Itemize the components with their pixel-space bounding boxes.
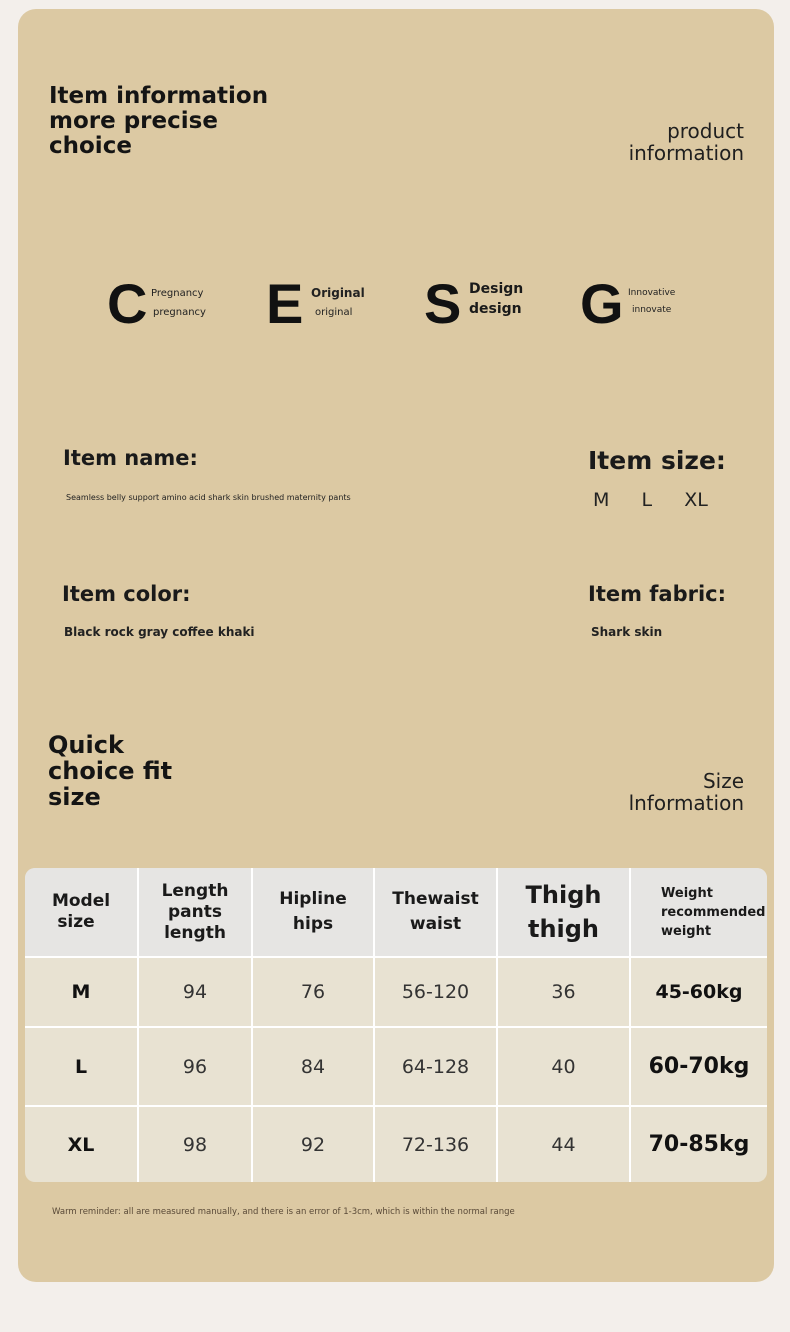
brand-item-c bbox=[107, 272, 227, 335]
header-line: Thewaist bbox=[392, 889, 479, 909]
cell-hips: 84 bbox=[252, 1027, 374, 1106]
header-line: size bbox=[57, 912, 95, 932]
col-header-waist bbox=[374, 868, 497, 957]
subtitle-line: information bbox=[628, 141, 744, 165]
brand-word: design bbox=[469, 301, 522, 317]
header-line: weight bbox=[661, 923, 712, 939]
brand-word: innovate bbox=[632, 305, 672, 315]
header-line: recommended bbox=[661, 904, 766, 920]
cell-length: 98 bbox=[138, 1106, 252, 1182]
title-line: size bbox=[48, 783, 101, 811]
table-header-row bbox=[25, 868, 767, 957]
brand-word: pregnancy bbox=[153, 307, 206, 318]
col-header-hipline bbox=[252, 868, 374, 957]
cell-weight: 45-60kg bbox=[630, 957, 767, 1027]
header-line: pants bbox=[168, 901, 222, 922]
brand-letter: E bbox=[266, 272, 304, 335]
brand-word: Original bbox=[311, 286, 365, 300]
brand-word: original bbox=[315, 307, 353, 318]
brand-item-g bbox=[580, 272, 700, 335]
item-size-values bbox=[593, 489, 708, 511]
cell-size: L bbox=[25, 1027, 138, 1106]
header-line: Length bbox=[161, 880, 229, 901]
item-name-label: Item name: bbox=[63, 446, 198, 470]
section-subtitle-size-info bbox=[629, 770, 744, 814]
size-option: L bbox=[641, 489, 653, 511]
brand-letter: C bbox=[107, 272, 148, 335]
cell-thigh: 36 bbox=[497, 957, 630, 1027]
cell-size: M bbox=[25, 957, 138, 1027]
warm-reminder: Warm reminder: all are measured manually, and there is an error of 1-3cm, which is within the normal range bbox=[52, 1207, 515, 1217]
cell-weight: 70-85kg bbox=[648, 1132, 750, 1157]
section-title-item-info bbox=[49, 84, 268, 159]
header-line: thigh bbox=[527, 915, 600, 943]
title-line: Quick bbox=[48, 731, 124, 759]
title-line: choice fit bbox=[48, 757, 173, 785]
size-table bbox=[25, 868, 767, 1182]
size-option: M bbox=[593, 489, 610, 511]
brand-letter: G bbox=[580, 272, 624, 335]
col-header-model-size bbox=[25, 868, 138, 957]
col-header-weight bbox=[630, 868, 767, 957]
title-line: Item information bbox=[49, 83, 269, 109]
brand-word: Pregnancy bbox=[151, 288, 204, 299]
subtitle-line: Size bbox=[702, 769, 744, 793]
cell-waist: 72-136 bbox=[374, 1106, 497, 1182]
cell-waist: 56-120 bbox=[374, 957, 497, 1027]
brand-item-e bbox=[266, 272, 386, 335]
cell-thigh: 40 bbox=[497, 1027, 630, 1106]
brand-word: Design bbox=[469, 281, 524, 297]
brand-words bbox=[469, 279, 523, 319]
brand-words bbox=[311, 284, 365, 322]
brand-letter: S bbox=[424, 272, 462, 335]
item-fabric-label: Item fabric: bbox=[588, 582, 727, 606]
section-subtitle-product-info bbox=[629, 120, 744, 164]
item-name-value: Seamless belly support amino acid shark skin brushed maternity pants bbox=[66, 493, 351, 502]
header-line: length bbox=[164, 922, 226, 943]
section-title-size bbox=[48, 732, 172, 810]
cell-hips: 92 bbox=[252, 1106, 374, 1182]
header-line: Thigh bbox=[525, 881, 602, 909]
cell-thigh: 44 bbox=[497, 1106, 630, 1182]
title-line: choice bbox=[49, 133, 132, 159]
table-row bbox=[25, 1106, 767, 1182]
subtitle-line: product bbox=[667, 119, 744, 143]
brand-words bbox=[628, 285, 675, 319]
cell-waist: 64-128 bbox=[374, 1027, 497, 1106]
header-line: Model bbox=[51, 891, 111, 911]
item-fabric-value: Shark skin bbox=[591, 625, 663, 639]
cell-weight: 60-70kg bbox=[630, 1027, 767, 1106]
table-row bbox=[25, 1027, 767, 1106]
brand-item-s bbox=[424, 272, 544, 335]
cell-length: 94 bbox=[138, 957, 252, 1027]
col-header-thigh bbox=[497, 868, 630, 957]
brand-words bbox=[151, 284, 206, 322]
item-color-label: Item color: bbox=[62, 582, 191, 606]
cell-hips: 76 bbox=[252, 957, 374, 1027]
table-row bbox=[25, 957, 767, 1027]
header-line: waist bbox=[409, 914, 462, 934]
cell-size: XL bbox=[25, 1106, 138, 1182]
brand-word: Innovative bbox=[628, 288, 676, 298]
col-header-length bbox=[138, 868, 252, 957]
subtitle-line: lnformation bbox=[628, 791, 744, 815]
title-line: more precise bbox=[49, 108, 218, 134]
item-size-label: Item size: bbox=[588, 446, 726, 475]
item-color-value: Black rock gray coffee khaki bbox=[64, 625, 255, 639]
cell-length: 96 bbox=[138, 1027, 252, 1106]
size-option: XL bbox=[684, 489, 708, 511]
header-line: Weight bbox=[661, 885, 713, 901]
header-line: hips bbox=[292, 914, 334, 934]
header-line: Hipline bbox=[279, 889, 347, 909]
